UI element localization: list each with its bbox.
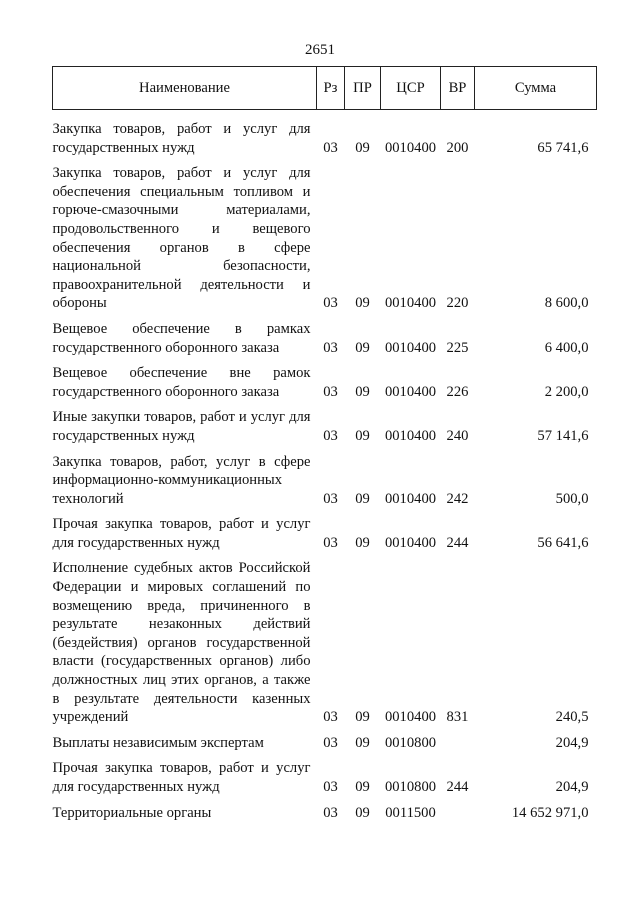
table-row [53, 552, 597, 726]
row-pr: 09 [355, 804, 370, 821]
row-csr: 0010800 [384, 734, 437, 751]
row-rz: 03 [323, 734, 338, 751]
row-name: Выплаты независимым экспертам [52, 734, 264, 751]
header-vr: ВР [441, 67, 475, 110]
row-rz: 03 [323, 490, 338, 507]
row-vr: 226 [446, 383, 469, 400]
header-csr: ЦСР [381, 67, 441, 110]
table-header-row [53, 67, 597, 110]
row-name: Территориальные органы [52, 804, 212, 821]
row-vr [441, 797, 475, 823]
row-amount: 14 652 971,0 [511, 804, 589, 821]
row-name: Закупка товаров, работ, услуг в сфере информационно-коммуникационных технологий [52, 453, 311, 507]
row-amount: 204,9 [555, 734, 589, 751]
row-csr: 0010400 [384, 139, 437, 156]
header-amount: Сумма [475, 67, 597, 110]
row-csr: 0010400 [384, 339, 437, 356]
row-pr: 09 [355, 339, 370, 356]
row-vr: 225 [446, 339, 469, 356]
table-row [53, 508, 597, 552]
row-amount: 240,5 [555, 709, 589, 726]
row-rz: 03 [323, 295, 338, 312]
row-vr: 220 [446, 295, 469, 312]
budget-table [52, 66, 597, 822]
row-rz: 03 [323, 427, 338, 444]
row-pr: 09 [355, 709, 370, 726]
table-row [53, 446, 597, 509]
row-rz: 03 [323, 534, 338, 551]
row-csr: 0010400 [384, 490, 437, 507]
row-amount: 204,9 [555, 779, 589, 795]
row-pr: 09 [355, 139, 370, 156]
row-name: Вещевое обеспечение вне рамок государственного оборонного заказа [52, 365, 311, 400]
row-pr: 09 [355, 427, 370, 444]
row-pr: 09 [355, 383, 370, 400]
table-row [53, 752, 597, 796]
row-name: Закупка товаров, работ и услуг для государственных нужд [52, 121, 311, 156]
row-rz: 03 [323, 779, 338, 795]
row-amount: 65 741,6 [537, 139, 589, 156]
row-vr: 240 [446, 427, 469, 444]
row-csr: 0010400 [384, 534, 437, 551]
row-amount: 56 641,6 [537, 534, 589, 551]
row-csr: 0010400 [384, 427, 437, 444]
row-pr: 09 [355, 779, 370, 795]
row-name: Вещевое обеспечение в рамках государственного оборонного заказа [52, 320, 311, 356]
row-name: Иные закупки товаров, работ и услуг для государственных нужд [52, 409, 311, 444]
row-pr: 09 [355, 490, 370, 507]
row-amount: 6 400,0 [544, 339, 589, 356]
table-row [53, 797, 597, 823]
row-pr: 09 [355, 734, 370, 751]
row-amount: 8 600,0 [544, 295, 589, 312]
row-pr: 09 [355, 534, 370, 551]
page-number: 2651 [305, 42, 335, 58]
header-rz: Рз [317, 67, 345, 110]
row-amount: 2 200,0 [544, 383, 589, 400]
row-name: Исполнение судебных актов Российской Федерации и мировых соглашений по возмещению вреда, причиненного в результате незаконных действий (бездействия) органов государственной власти (государственных органов) либо должностных лиц этих органов, а также в результате деятельности казенных учреждений [52, 560, 311, 726]
table-row [53, 727, 597, 753]
row-csr: 0010400 [384, 709, 437, 726]
row-amount: 500,0 [555, 490, 589, 507]
row-rz: 03 [323, 709, 338, 726]
header-name: Наименование [53, 67, 317, 110]
row-vr: 831 [446, 709, 469, 726]
row-csr: 0010400 [384, 383, 437, 400]
table-body [53, 110, 597, 823]
row-vr: 200 [446, 139, 469, 156]
row-vr: 244 [446, 779, 469, 795]
row-amount: 57 141,6 [537, 427, 589, 444]
row-rz: 03 [323, 139, 338, 156]
row-name: Прочая закупка товаров, работ и услуг для государственных нужд [52, 516, 311, 551]
row-name: Прочая закупка товаров, работ и услуг для государственных нужд [52, 760, 311, 795]
table-row [53, 157, 597, 313]
table-row [53, 110, 597, 158]
header-pr: ПР [345, 67, 381, 110]
table-row [53, 401, 597, 445]
row-pr: 09 [355, 295, 370, 312]
row-vr [441, 727, 475, 753]
row-rz: 03 [323, 383, 338, 400]
row-rz: 03 [323, 339, 338, 356]
row-rz: 03 [323, 804, 338, 821]
row-vr: 244 [446, 534, 469, 551]
row-csr: 0010800 [384, 779, 437, 795]
row-csr: 0011500 [385, 804, 436, 821]
table-row [53, 313, 597, 357]
table-row [53, 357, 597, 401]
row-name: Закупка товаров, работ и услуг для обеспечения специальным топливом и горюче-смазочными материалами, продовольственного и вещевого обеспечения органов в сфере национальной безопасности, правоохранительной деятельности и обороны [52, 165, 311, 312]
row-vr: 242 [446, 490, 469, 507]
row-csr: 0010400 [384, 295, 437, 312]
